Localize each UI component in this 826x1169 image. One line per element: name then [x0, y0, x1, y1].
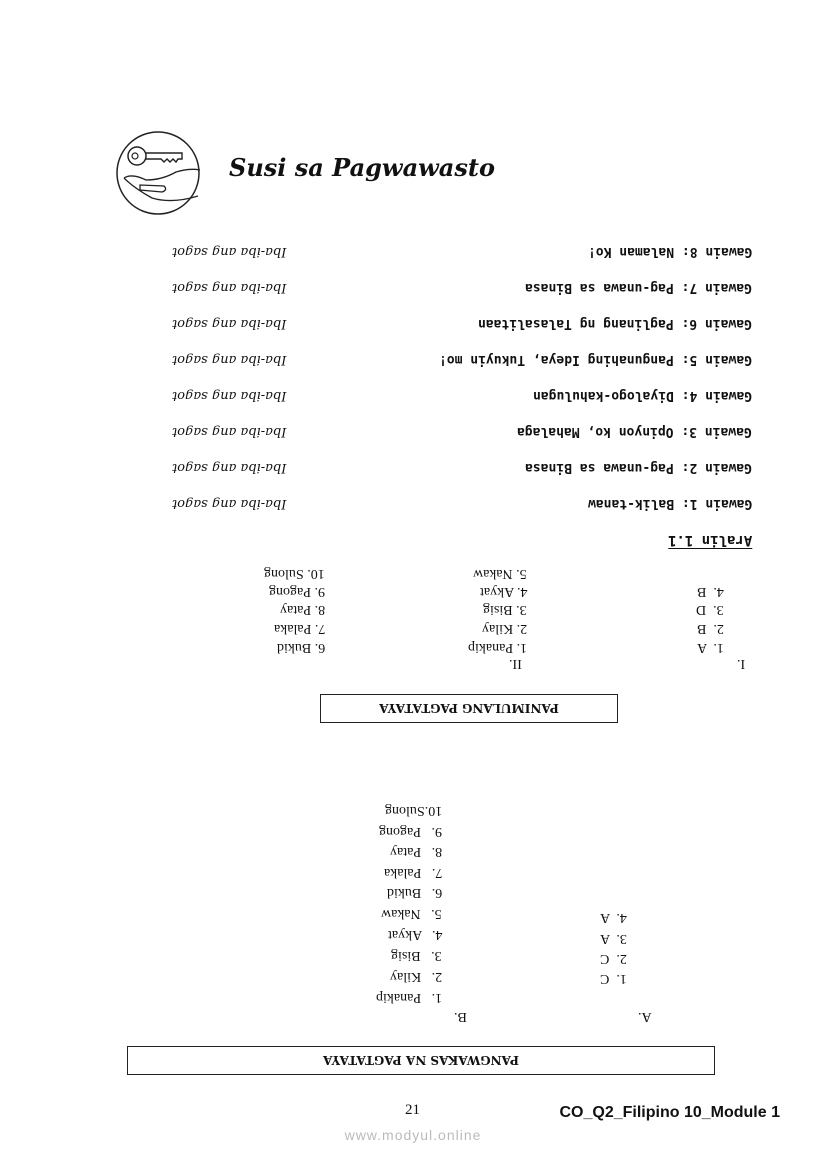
- gawain-label: Gawain 4: Diyalogo-kahulugan: [532, 388, 752, 403]
- gawain-label: Gawain 5: Pangunahing Ideya, Tukuyin mo!: [438, 352, 752, 367]
- part-ii-answer: 9. Pagong: [269, 584, 325, 599]
- gawain-label: Gawain 7: Pag-unawa sa Binasa: [525, 280, 752, 295]
- aralin-heading: Aralin 1.1: [667, 532, 752, 548]
- gawain-answer: Iba-iba ang sagot: [172, 496, 287, 511]
- part-ii-answer: 2. Kilay: [481, 621, 527, 636]
- part-a-answer: 3. A: [600, 931, 627, 946]
- part-ii-answer: 6. Bukid: [276, 640, 325, 655]
- part-a-answer: 1. C: [600, 971, 627, 986]
- page-number: 21: [405, 1102, 420, 1118]
- gawain-label: Gawain 1: Balik-tanaw: [587, 496, 752, 511]
- gawain-answer: Iba-iba ang sagot: [172, 424, 287, 439]
- part-a-answer: 4. A: [600, 910, 627, 925]
- part-b-answer: 6. Bukid: [386, 885, 442, 900]
- part-b-label: B.: [454, 1009, 467, 1024]
- part-b-answer: 4. Akyat: [387, 927, 442, 942]
- gawain-answer: Iba-iba ang sagot: [172, 352, 287, 367]
- part-b-answer: 5. Nakaw: [381, 906, 442, 921]
- part-ii-answer: 5. Nakaw: [473, 566, 527, 581]
- page-title: Susi sa Pagwawasto: [229, 153, 495, 182]
- part-a-label: A.: [638, 1009, 652, 1024]
- key-in-hand-icon: [112, 130, 204, 216]
- part-b-answer: 9. Pagong: [379, 824, 442, 839]
- part-ii-answer: 10. Sulong: [264, 566, 325, 581]
- gawain-answer: Iba-iba ang sagot: [172, 280, 287, 295]
- gawain-label: Gawain 8: Nalaman Ko!: [587, 244, 752, 259]
- gawain-answer: Iba-iba ang sagot: [172, 460, 287, 475]
- part-ii-answer: 4. Akyat: [479, 584, 527, 599]
- gawain-label: Gawain 3: Opinyon ko, Mahalaga: [517, 424, 752, 439]
- part-b-answer: 10.Sulong: [384, 803, 442, 818]
- gawain-label: Gawain 6: Paglinang ng Talasalitaan: [478, 316, 752, 331]
- part-i-answer: 4. B: [697, 584, 724, 599]
- gawain-label: Gawain 2: Pag-unawa sa Binasa: [525, 460, 752, 475]
- part-b-answer: 7. Palaka: [383, 865, 442, 880]
- pangwakas-title-box: [127, 1046, 715, 1075]
- panimula-title-box: [320, 694, 618, 723]
- part-b-answer: 1. Panakip: [375, 990, 442, 1005]
- part-ii-answer: 3. Bisig: [483, 602, 527, 617]
- part-ii-label: II.: [509, 656, 522, 671]
- part-a-answer: 2. C: [600, 951, 627, 966]
- part-i-answer: 1. A: [697, 640, 724, 655]
- part-i-answer: 3. D: [696, 602, 724, 617]
- gawain-answer: Iba-iba ang sagot: [172, 244, 287, 259]
- part-b-answer: 3. Bisig: [391, 948, 442, 963]
- watermark: www.modyul.online: [344, 1127, 482, 1143]
- gawain-answer: Iba-iba ang sagot: [172, 388, 287, 403]
- module-code: CO_Q2_Filipino 10_Module 1: [559, 1104, 780, 1121]
- part-i-answer: 2. B: [697, 621, 724, 636]
- pangwakas-title: PANGWAKAS NA PAGTATAYA: [323, 1053, 519, 1068]
- part-ii-answer: 7. Palaka: [273, 621, 325, 636]
- part-b-answer: 8. Patay: [389, 844, 442, 859]
- gawain-answer: Iba-iba ang sagot: [172, 316, 287, 331]
- panimula-title: PANIMULANG PAGTATAYA: [379, 701, 559, 716]
- part-b-answer: 2. Kilay: [389, 969, 442, 984]
- part-i-label: I.: [737, 656, 746, 671]
- part-ii-answer: 1. Panakip: [467, 640, 527, 655]
- part-ii-answer: 8. Patay: [279, 602, 325, 617]
